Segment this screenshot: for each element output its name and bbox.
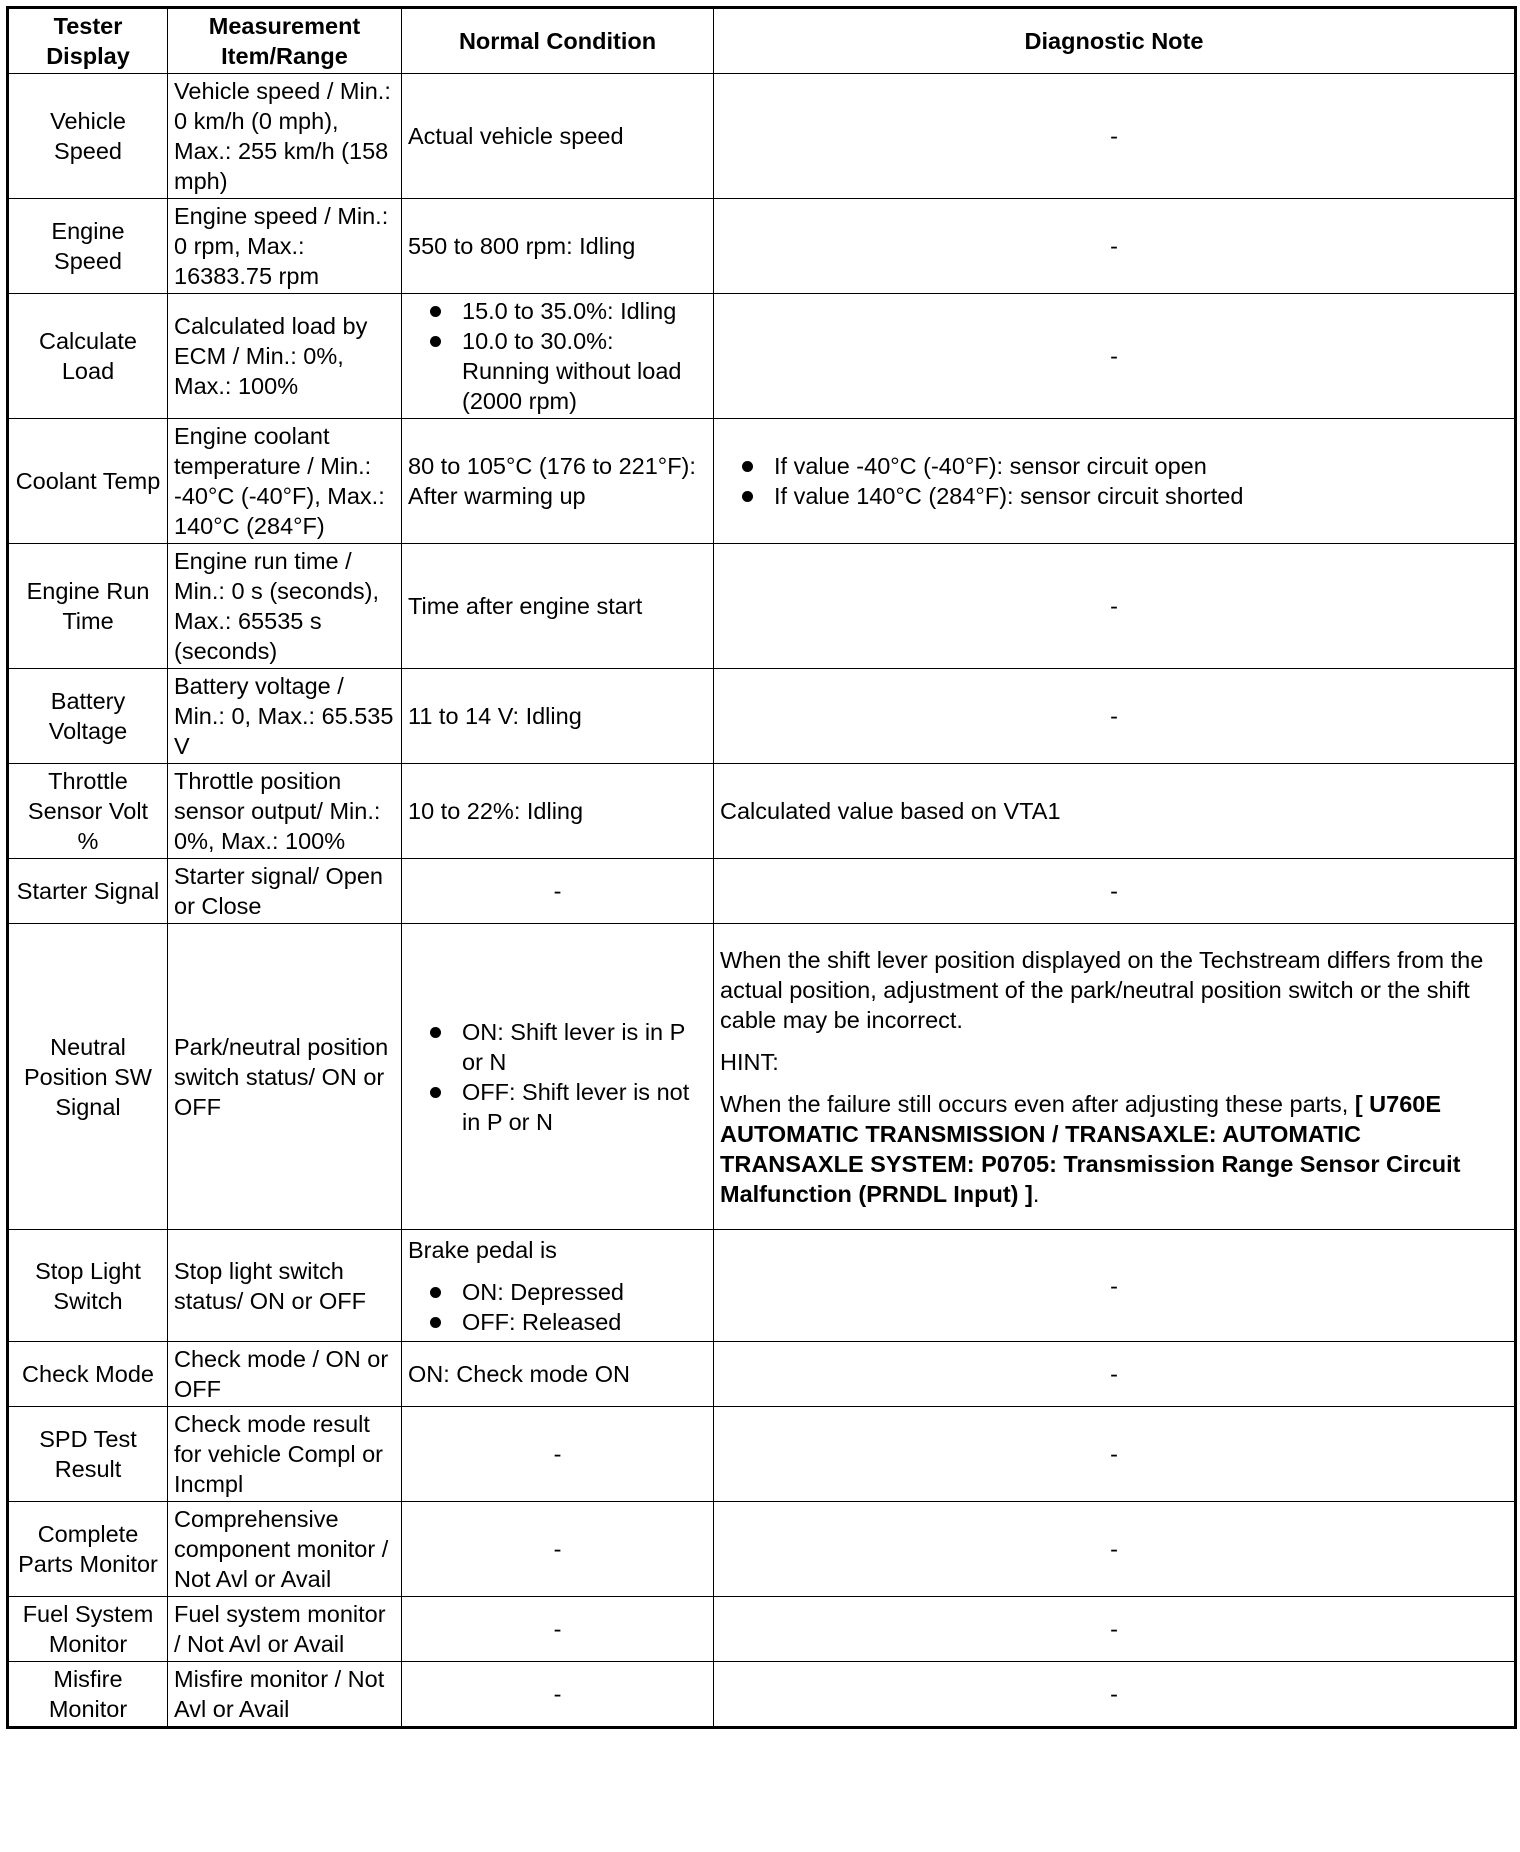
diagnostic-note-cell [714,924,1516,1230]
tester-display-cell: SPD Test Result [8,1407,168,1502]
normal-condition-cell: 11 to 14 V: Idling [402,669,714,764]
normal-condition-list [408,1017,707,1137]
diagnostic-note-cell: - [714,1230,1516,1342]
diagnostic-note-cell: - [714,544,1516,669]
table-row [8,764,1516,859]
diagnostic-note-cell: - [714,669,1516,764]
data-list-table [6,6,1517,1729]
normal-condition-cell: 550 to 800 rpm: Idling [402,199,714,294]
diagnostic-note-cell: - [714,294,1516,419]
measurement-range-cell: Comprehensive component monitor / Not Avl or Avail [168,1502,402,1597]
tester-display-cell: Neutral Position SW Signal [8,924,168,1230]
measurement-range-cell: Starter signal/ Open or Close [168,859,402,924]
normal-condition-list [408,1277,707,1337]
tester-display-cell: Engine Speed [8,199,168,294]
tester-display-cell: Fuel System Monitor [8,1597,168,1662]
normal-condition-cell: 10 to 22%: Idling [402,764,714,859]
table-row [8,1502,1516,1597]
table-row [8,1230,1516,1342]
measurement-range-cell: Engine coolant temperature / Min.: -40°C (-40°F), Max.: 140°C (284°F) [168,419,402,544]
tester-display-cell: Stop Light Switch [8,1230,168,1342]
table-row [8,1407,1516,1502]
normal-condition-cell [402,294,714,419]
diagnostic-note-cell: - [714,199,1516,294]
tester-display-cell: Complete Parts Monitor [8,1502,168,1597]
list-item: ON: Depressed [408,1277,707,1307]
table-row [8,1662,1516,1728]
normal-condition-lead: Brake pedal is [408,1236,557,1263]
measurement-range-cell: Stop light switch status/ ON or OFF [168,1230,402,1342]
tester-display-cell: Battery Voltage [8,669,168,764]
diagnostic-note-cell: - [714,1502,1516,1597]
list-item: If value 140°C (284°F): sensor circuit shorted [720,481,1508,511]
list-item: OFF: Shift lever is not in P or N [408,1077,707,1137]
normal-condition-cell: - [402,1407,714,1502]
measurement-range-cell: Park/neutral position switch status/ ON or OFF [168,924,402,1230]
list-item: ON: Shift lever is in P or N [408,1017,707,1077]
table-row [8,924,1516,1230]
tester-display-cell: Misfire Monitor [8,1662,168,1728]
diagnostic-note-cell: - [714,1662,1516,1728]
diagnostic-note-list [720,451,1508,511]
list-item: 15.0 to 35.0%: Idling [408,296,707,326]
table-row [8,544,1516,669]
normal-condition-cell: - [402,1662,714,1728]
tester-display-cell: Calculate Load [8,294,168,419]
header-normal-condition: Normal Condition [402,8,714,74]
list-item: If value -40°C (-40°F): sensor circuit open [720,451,1508,481]
tester-display-cell: Throttle Sensor Volt % [8,764,168,859]
tester-display-cell: Check Mode [8,1342,168,1407]
tester-display-cell: Coolant Temp [8,419,168,544]
measurement-range-cell: Engine run time / Min.: 0 s (seconds), Max.: 65535 s (seconds) [168,544,402,669]
header-measurement-item: Measurement Item/Range [168,8,402,74]
diagnostic-note-cell: - [714,1342,1516,1407]
measurement-range-cell: Throttle position sensor output/ Min.: 0%, Max.: 100% [168,764,402,859]
diagnostic-note-cell: Calculated value based on VTA1 [714,764,1516,859]
measurement-range-cell: Engine speed / Min.: 0 rpm, Max.: 16383.75 rpm [168,199,402,294]
table-row [8,74,1516,199]
measurement-range-cell: Calculated load by ECM / Min.: 0%, Max.: 100% [168,294,402,419]
table-row [8,294,1516,419]
list-item: 10.0 to 30.0%: Running without load (2000 rpm) [408,326,707,416]
reference-link[interactable]: [ U760E AUTOMATIC TRANSMISSION / TRANSAXLE: AUTOMATIC TRANSAXLE SYSTEM: P0705: Transmission Range Sensor Circuit Malfunction (PRNDL Input) ] [720,1090,1461,1207]
measurement-range-cell: Vehicle speed / Min.: 0 km/h (0 mph), Max.: 255 km/h (158 mph) [168,74,402,199]
normal-condition-cell: Time after engine start [402,544,714,669]
diagnostic-note-cell: - [714,1407,1516,1502]
normal-condition-cell [402,1230,714,1342]
normal-condition-cell: - [402,859,714,924]
measurement-range-cell: Check mode result for vehicle Compl or Incmpl [168,1407,402,1502]
diagnostic-note-cell [714,419,1516,544]
table-row [8,1342,1516,1407]
normal-condition-cell [402,924,714,1230]
normal-condition-cell: 80 to 105°C (176 to 221°F): After warming up [402,419,714,544]
tester-display-cell: Starter Signal [8,859,168,924]
normal-condition-cell: Actual vehicle speed [402,74,714,199]
tester-display-cell: Engine Run Time [8,544,168,669]
measurement-range-cell: Fuel system monitor / Not Avl or Avail [168,1597,402,1662]
note-text: When the failure still occurs even after adjusting these parts, [720,1090,1349,1117]
measurement-range-cell: Battery voltage / Min.: 0, Max.: 65.535 V [168,669,402,764]
normal-condition-cell: ON: Check mode ON [402,1342,714,1407]
note-period: . [1032,1180,1040,1207]
normal-condition-list [408,296,707,416]
table-row [8,199,1516,294]
list-item: OFF: Released [408,1307,707,1337]
diagnostic-note-cell: - [714,859,1516,924]
header-tester-display: Tester Display [8,8,168,74]
normal-condition-cell: - [402,1502,714,1597]
header-diagnostic-note: Diagnostic Note [714,8,1516,74]
table-row [8,419,1516,544]
hint-label: HINT: [720,1048,779,1075]
normal-condition-cell: - [402,1597,714,1662]
note-paragraph [720,1089,1508,1209]
header-row [8,8,1516,74]
measurement-range-cell: Check mode / ON or OFF [168,1342,402,1407]
measurement-range-cell: Misfire monitor / Not Avl or Avail [168,1662,402,1728]
table-row [8,1597,1516,1662]
table-row [8,859,1516,924]
tester-display-cell: Vehicle Speed [8,74,168,199]
note-paragraph: When the shift lever position displayed on the Techstream differs from the actual position, adjustment of the park/neutral position switch or the shift cable may be incorrect. [720,946,1484,1033]
table-row [8,669,1516,764]
diagnostic-note-cell: - [714,1597,1516,1662]
diagnostic-note-cell: - [714,74,1516,199]
